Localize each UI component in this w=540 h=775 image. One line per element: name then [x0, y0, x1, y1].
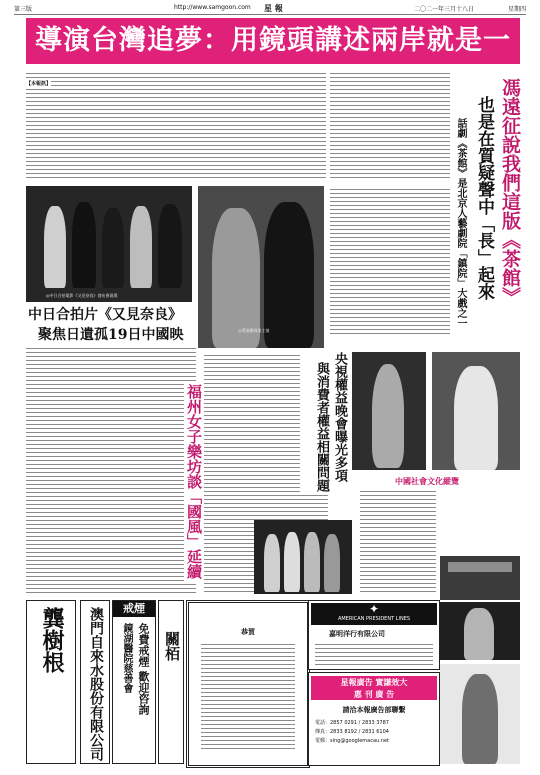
ad-xingbao-title-line1: 星報廣告 實謙效大 — [340, 677, 408, 687]
page-header — [14, 4, 526, 15]
ad-gong-shugen — [26, 600, 76, 764]
ad-apl-company: 嘉明洋行有限公司 — [329, 629, 385, 638]
figure-person — [264, 202, 314, 348]
figure-person — [44, 206, 66, 288]
figure-person — [454, 366, 498, 470]
ad-xingbao-title-line2: 惠 刊 廣 告 — [353, 689, 395, 699]
ad-xingbao-fax: 傳真：2833 8192 / 2831 6104 — [315, 729, 389, 735]
site-url: http://www.samgoon.com — [174, 4, 251, 11]
ad-kwan-pak-title: 關栢 — [163, 631, 181, 661]
story1-lead: 【本報訊】 — [26, 81, 52, 87]
ad-congratulation — [186, 600, 310, 768]
story1-text-right — [330, 70, 450, 180]
eagle-logo-icon: ✦ — [368, 602, 380, 616]
figure-person — [372, 364, 404, 468]
issue-date: 二〇二一年三月十八日 — [414, 6, 475, 13]
ad-macau-water — [80, 600, 110, 764]
culture-caption: 中國社會文化縱覽 — [395, 477, 459, 486]
story4-title-line2: 與消費者權益相關問題 — [314, 362, 329, 492]
story4-photo-man — [432, 352, 520, 470]
ad-congratulation-text — [201, 641, 295, 749]
ad-congratulation-header: 恭賀 — [241, 627, 255, 636]
story3-title-line1: 馮遠征說我們這版《茶館》 — [499, 78, 521, 306]
story1-text — [26, 70, 326, 180]
story2-title-line2: 聚焦日遺孤19日中國映 — [38, 327, 184, 343]
figure-person — [102, 208, 124, 288]
ad-xingbao-tel: 電話：2857 0291 / 2833 3787 — [315, 720, 389, 726]
figure-person — [324, 534, 340, 592]
story2-text — [26, 345, 196, 595]
ad-apl-header — [311, 603, 437, 625]
ad-apl-text — [315, 641, 433, 665]
story4-title-line1: 央視權益晚會曝光多項 — [332, 352, 347, 482]
story1-photo-duo — [198, 186, 324, 348]
story3-text — [330, 186, 450, 336]
story4-photo-woman — [352, 352, 426, 470]
right-photo-2 — [440, 602, 520, 660]
right-photo-1 — [440, 556, 520, 600]
ad-apl-header-text: AMERICAN PRESIDENT LINES — [337, 616, 411, 622]
figure-person — [212, 208, 260, 348]
ad-xingbao-line: 請洽本報廣告部聯繫 — [342, 705, 406, 714]
ad-quit-smoking-body: 免費戒煙 歡迎咨詢 — [137, 623, 150, 715]
figure-person — [130, 206, 152, 288]
photo-banner-shape — [448, 562, 512, 572]
story1-photo-group — [26, 186, 192, 302]
ad-xingbao — [308, 672, 440, 766]
ad-xingbao-email: 電郵：sing@googlemacau.net — [315, 738, 389, 744]
ad-xingbao-contacts — [315, 719, 389, 746]
figure-person — [264, 534, 280, 592]
ad-quit-smoking — [112, 600, 156, 764]
figure-person — [304, 532, 320, 592]
story5-title: 福州女子樂坊談「國風」延續 — [184, 384, 205, 584]
right-photo-3 — [440, 664, 520, 764]
figure-person — [72, 202, 96, 288]
main-headline: 導演台灣追夢：用鏡頭講述兩岸就是一 — [26, 18, 520, 64]
ad-kwan-pak — [158, 600, 184, 764]
figure-person — [464, 608, 494, 660]
ad-quit-smoking-org: 鏡湖醫院慈善會 — [121, 623, 132, 693]
ad-xingbao-header — [311, 676, 437, 700]
paper-name: 星 報 — [264, 4, 283, 13]
story4-text — [204, 352, 300, 512]
photo-caption: ◎中日合拍電影《又見奈良》發布會現場 — [46, 293, 118, 298]
figure-person — [284, 532, 300, 592]
story6-text — [360, 488, 436, 594]
figure-person — [158, 204, 182, 288]
page-number: 第三版 — [14, 6, 33, 13]
ad-american-president-lines — [308, 600, 440, 670]
figure-person — [462, 674, 498, 764]
ad-macau-water-name: 澳門自來水股份有限公司 — [88, 607, 104, 761]
story3-subtitle: 話劇《茶館》是北京人藝劇院「鎮院」大戲之一 — [455, 118, 466, 328]
issue-weekday: 星期四 — [507, 6, 526, 13]
story2-title-line1: 中日合拍片《又見奈良》 — [28, 307, 182, 323]
ad-quit-smoking-title: 戒煙 — [113, 601, 155, 617]
ad-gong-shugen-name: 龔樹根 — [39, 607, 65, 673]
story3-title-line2: 也是在質疑聲中「長」起來 — [474, 96, 494, 300]
photo-caption: ◎導演鵬飛與主演 — [238, 328, 270, 333]
story5-photo-group — [254, 520, 352, 594]
